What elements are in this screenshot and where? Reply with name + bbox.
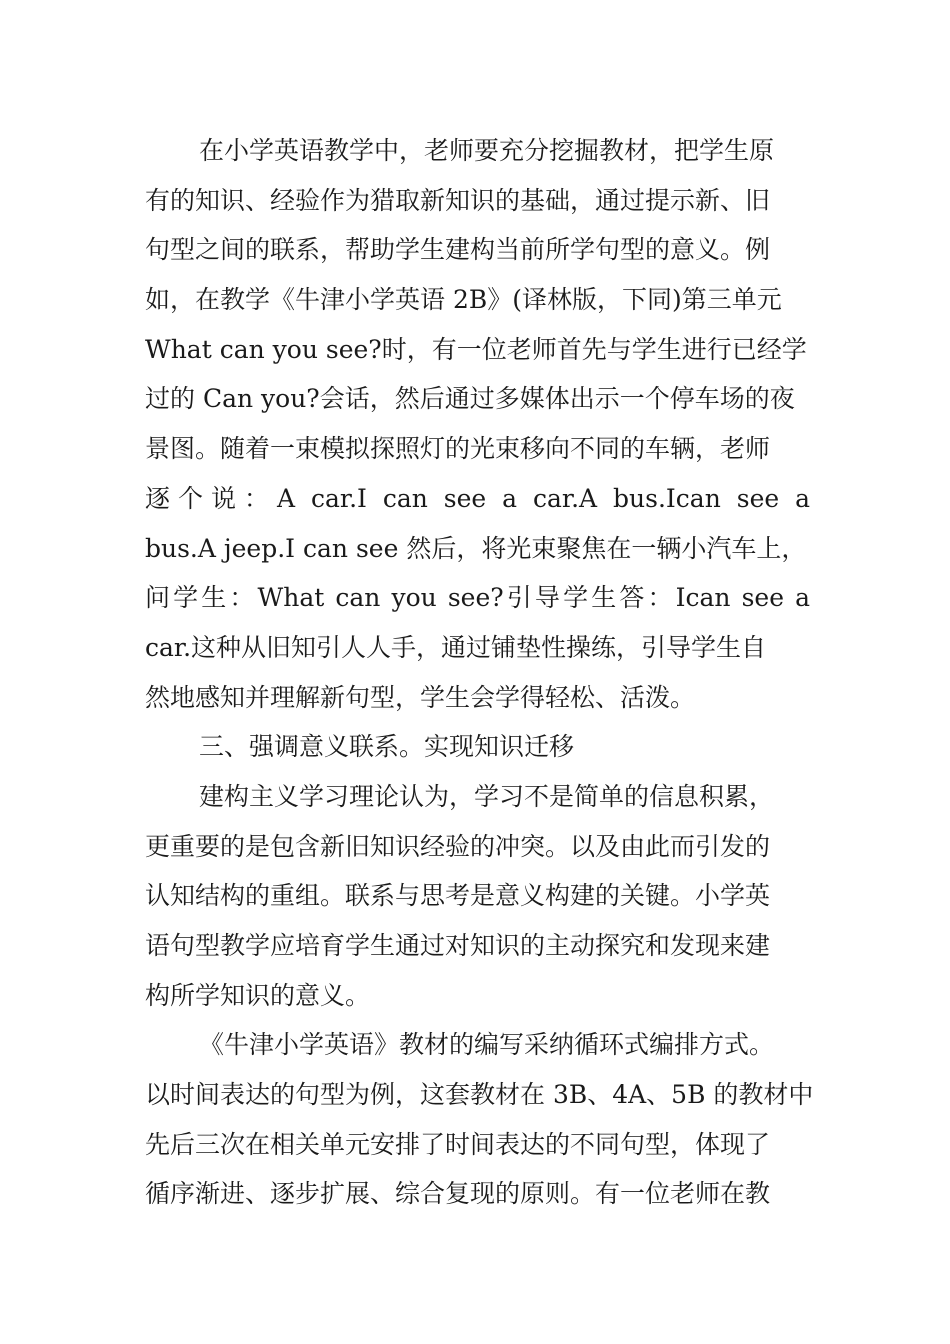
paragraph-line: 景图。随着一束模拟探照灯的光束移向不同的车辆，老师 bbox=[145, 434, 771, 464]
paragraph-line: 有的知识、经验作为猎取新知识的基础，通过提示新、旧 bbox=[145, 185, 771, 215]
paragraph-line: 过的 Can you?会话，然后通过多媒体出示一个停车场的夜 bbox=[145, 384, 795, 414]
paragraph-line: 问学生：What can you see?引导学生答：Ican see a bbox=[145, 583, 810, 613]
paragraph-line: 构所学知识的意义。 bbox=[145, 980, 371, 1010]
paragraph-line: bus.A jeep.I can see 然后，将光束聚焦在一辆小汽车上， bbox=[145, 533, 807, 563]
paragraph-line: What can you see?时，有一位老师首先与学生进行已经学 bbox=[145, 334, 807, 364]
section-heading: 三、强调意义联系。实现知识迁移 bbox=[199, 732, 575, 762]
paragraph-line: 然地感知并理解新句型，学生会学得轻松、活泼。 bbox=[145, 682, 696, 712]
paragraph-line: 建构主义学习理论认为，学习不是简单的信息积累， bbox=[199, 781, 775, 811]
paragraph-line: 先后三次在相关单元安排了时间表达的不同句型，体现了 bbox=[145, 1129, 771, 1159]
paragraph-line: 循序渐进、逐步扩展、综合复现的原则。有一位老师在教 bbox=[145, 1179, 771, 1209]
paragraph-line: 《牛津小学英语》教材的编写采纳循环式编排方式。 bbox=[199, 1030, 775, 1060]
paragraph-line: 在小学英语教学中，老师要充分挖掘教材，把学生原 bbox=[199, 136, 775, 165]
paragraph-line: 逐个说：A car.I can see a car.A bus.Ican see a bbox=[145, 483, 810, 513]
paragraph-line: 更重要的是包含新旧知识经验的冲突。以及由此而引发的 bbox=[145, 831, 771, 861]
paragraph-line: car.这种从旧知引人人手，通过铺垫性操练，引导学生自 bbox=[145, 632, 767, 662]
paragraph-line: 语句型教学应培育学生通过对知识的主动探究和发现来建 bbox=[145, 931, 771, 960]
paragraph-line: 以时间表达的句型为例，这套教材在 3B、4A、5B 的教材中 bbox=[145, 1080, 814, 1110]
paragraph-line: 如，在教学《牛津小学英语 2B》(译林版，下同)第三单元 bbox=[145, 285, 782, 315]
body-text bbox=[145, 126, 814, 1219]
paragraph-line: 认知结构的重组。联系与思考是意义构建的关键。小学英 bbox=[145, 881, 771, 911]
paragraph-line: 句型之间的联系，帮助学生建构当前所学句型的意义。例 bbox=[145, 235, 771, 265]
